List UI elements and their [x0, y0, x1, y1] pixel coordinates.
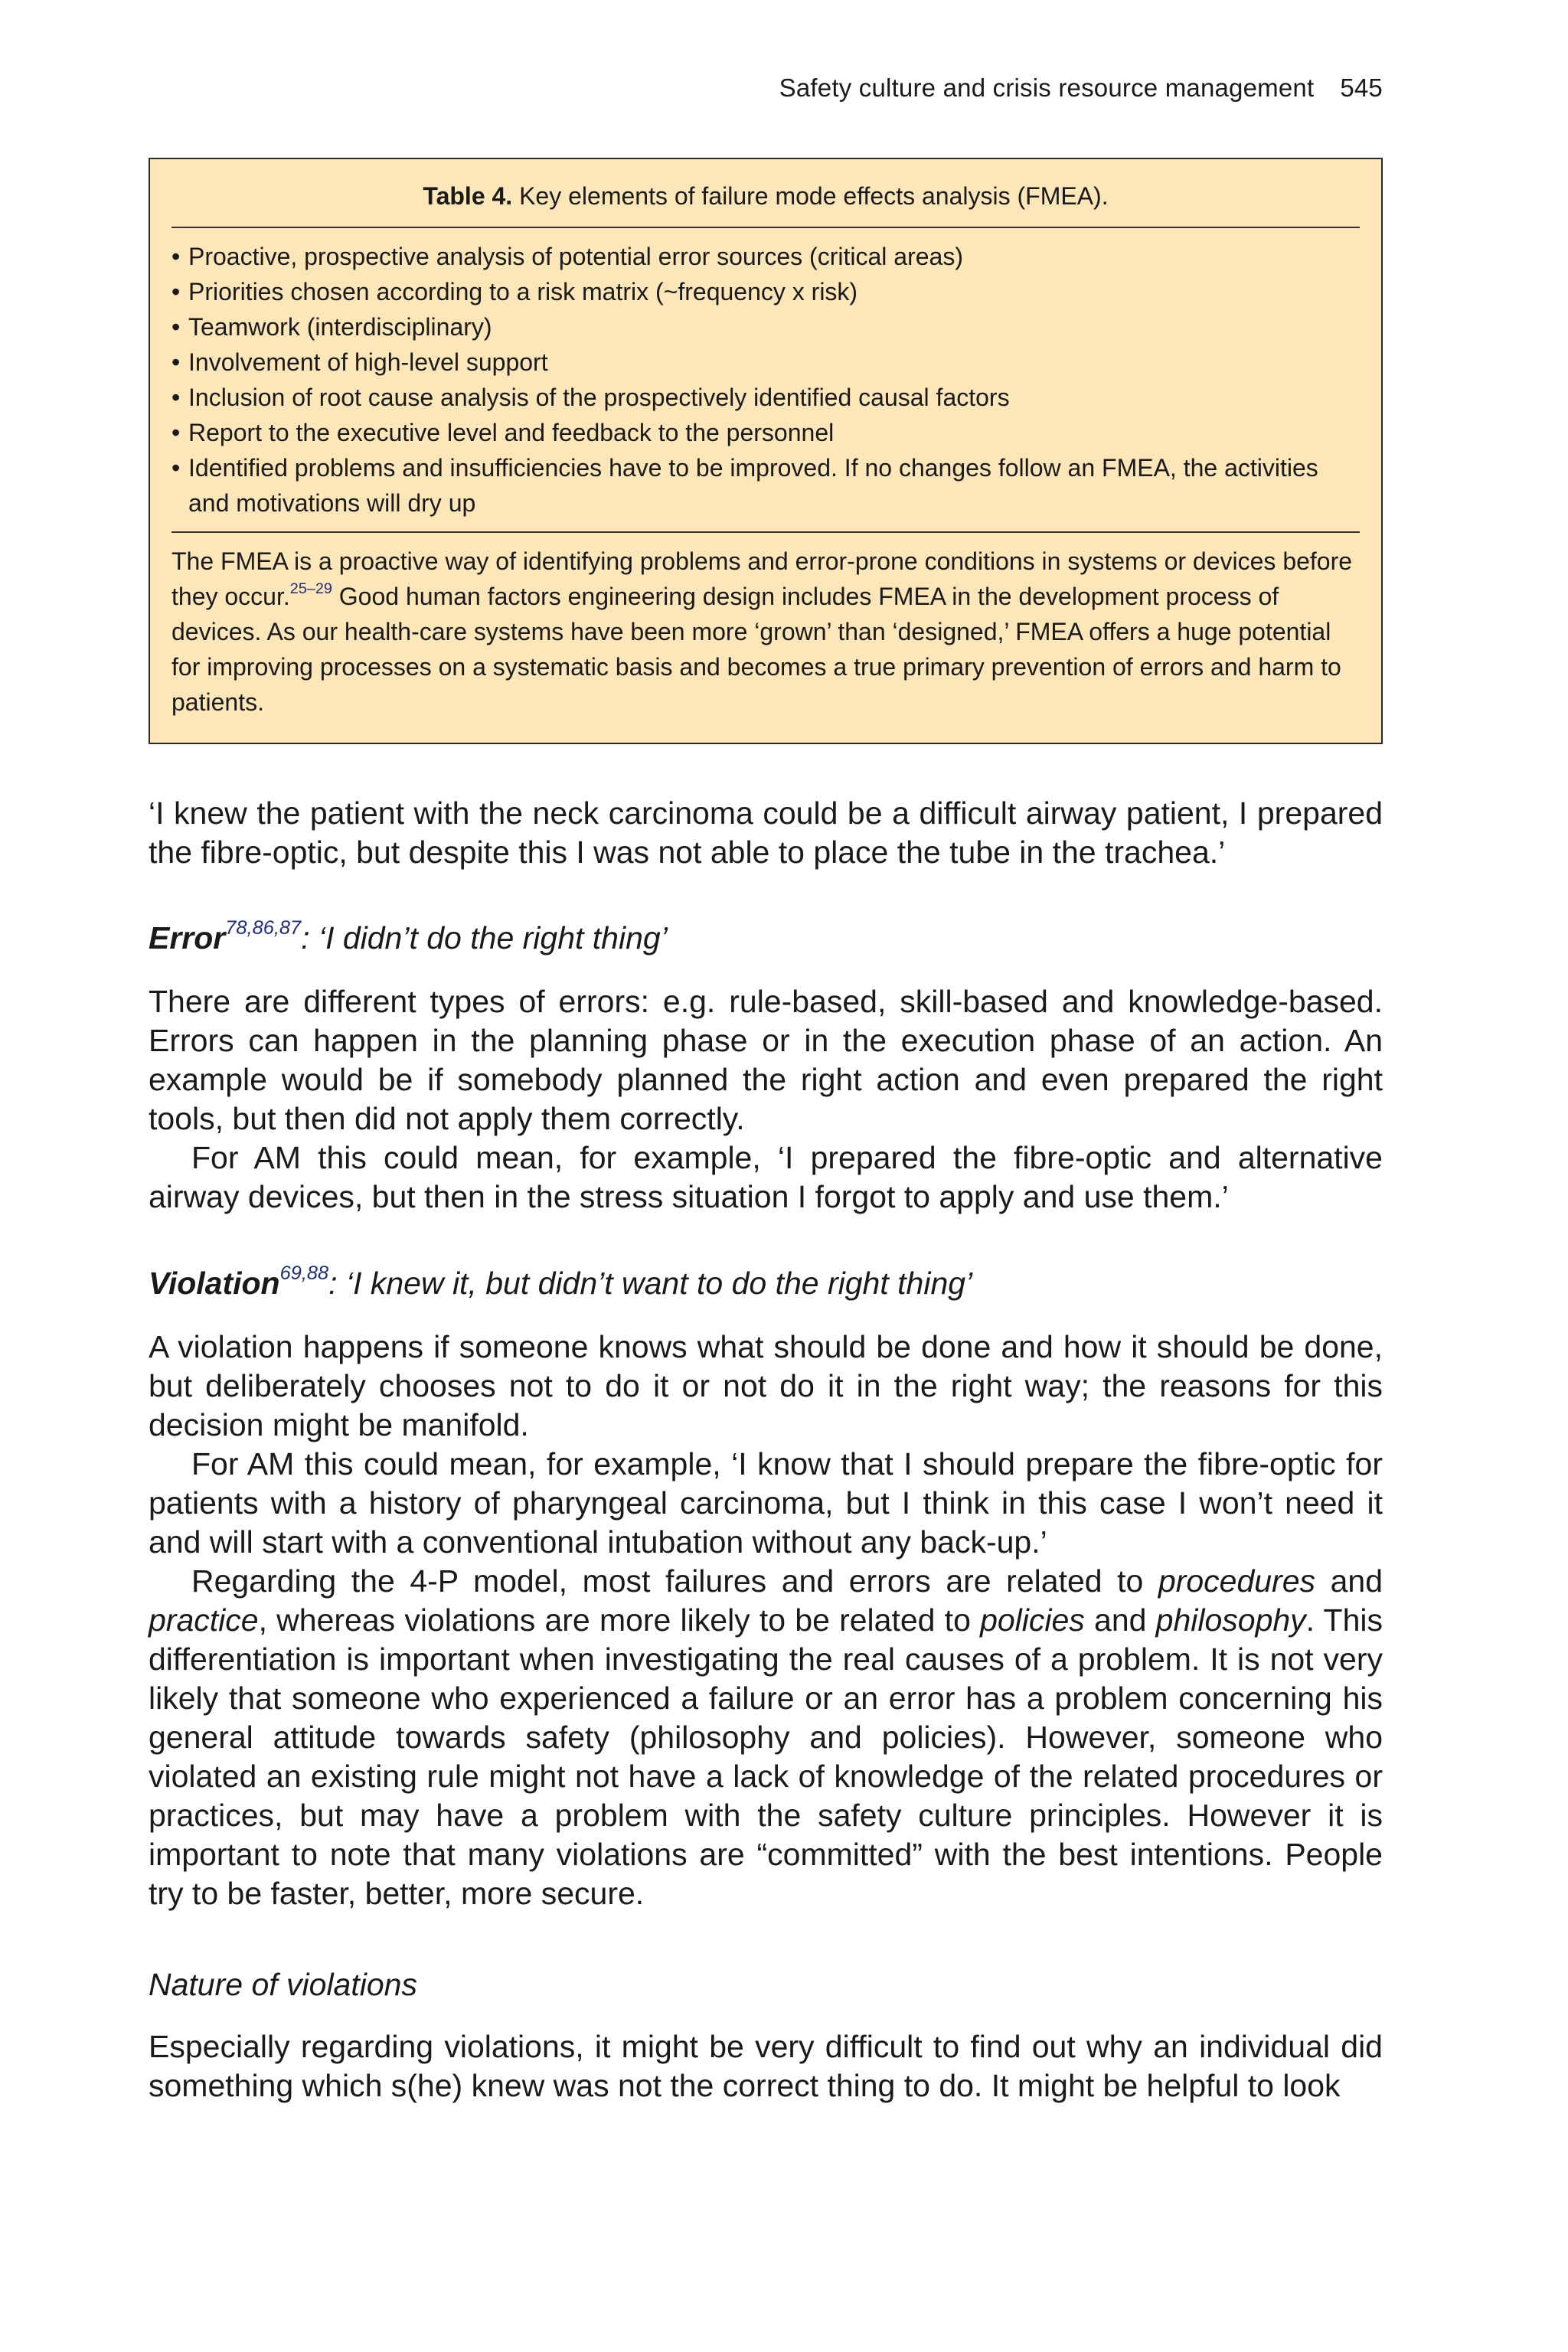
list-item: • Proactive, prospective analysis of potential error sources (critical areas) — [172, 239, 1360, 274]
error-paragraph-1: There are different types of errors: e.g. rule-based, skill-based and knowledge-based. Errors can happen in the planning phase or in the execution phase of an action. An example would be if somebody planned the right action and even prepared the right tools, but then did not apply them correctly. — [149, 984, 1383, 1136]
nature-body — [149, 2027, 1383, 2105]
error-body — [149, 982, 1383, 1217]
violation-subtitle: : ‘I knew it, but didn’t want to do the right thing’ — [328, 1266, 973, 1301]
citation-ref[interactable]: 25–29 — [289, 580, 332, 598]
table-label: Table 4. — [423, 182, 513, 210]
table-bullet-list — [172, 239, 1360, 521]
violation-body — [149, 1328, 1383, 1913]
nature-heading: Nature of violations — [149, 1967, 417, 2002]
violation-paragraph-3: Regarding the 4-P model, most failures and errors are related to procedures and practice, whereas violations are more likely to be related to policies and philosophy. This differentiation is important when investigating the real causes of a problem. It is not very likely that someone who experienced a failure or an error has a problem concerning his general attitude towards safety (philosophy and policies). However, someone who violated an existing rule might not have a lack of knowledge of the related procedures or practices, but may have a problem with the safety culture principles. However it is important to note that many violations are “committed” with the best intentions. People try to be faster, better, more secure. — [149, 1563, 1383, 1911]
quote-paragraph: ‘I knew the patient with the neck carcinoma could be a difficult airway patient, I prepared the fibre-optic, but despite this I was not able to place the tube in the trachea.’ — [149, 795, 1383, 870]
error-term: Error — [149, 920, 226, 956]
table-middle-rule — [172, 531, 1360, 533]
violation-paragraph-2: For AM this could mean, for example, ‘I know that I should prepare the fibre-optic for patients with a history of pharyngeal carcinoma, but I think in this case I won’t need it and will start with a conventional intubation without any back-up.’ — [149, 1446, 1383, 1560]
error-paragraph-2: For AM this could mean, for example, ‘I prepared the fibre-optic and alternative airway devices, but then in the stress situation I forgot to apply and use them.’ — [149, 1140, 1383, 1214]
error-subtitle: : ‘I didn’t do the right thing’ — [301, 920, 668, 956]
list-item: • Priorities chosen according to a risk matrix (~frequency x risk) — [172, 274, 1360, 309]
quote-paragraph-block — [149, 794, 1383, 872]
table-caption — [172, 181, 1360, 227]
bullet-icon: • — [172, 419, 181, 446]
bullet-icon: • — [172, 313, 181, 341]
list-item: • Involvement of high-level support — [172, 345, 1360, 380]
bullet-icon: • — [172, 454, 181, 482]
violation-term: Violation — [149, 1266, 280, 1301]
citation-ref[interactable]: 69,88 — [279, 1262, 329, 1284]
bullet-icon: • — [172, 348, 181, 376]
running-head-title: Safety culture and crisis resource management — [779, 74, 1315, 102]
table-caption-text: Key elements of failure mode effects analysis (FMEA). — [519, 182, 1109, 210]
list-item: • Identified problems and insufficiencies have to be improved. If no changes follow an FMEA, the activities and motivations will dry up — [172, 450, 1360, 521]
list-item: • Teamwork (interdisciplinary) — [172, 309, 1360, 345]
list-item: • Inclusion of root cause analysis of the prospectively identified causal factors — [172, 380, 1360, 415]
error-heading — [149, 916, 668, 958]
fmea-table-box — [149, 158, 1383, 744]
list-item: • Report to the executive level and feedback to the personnel — [172, 415, 1360, 450]
bullet-icon: • — [172, 243, 181, 270]
violation-heading — [149, 1264, 972, 1303]
table-paragraph: The FMEA is a proactive way of identifying problems and error-prone conditions in systems or devices before they occur.$^{25-29}$ Good human factors engineering design includes FMEA in the development process of devices. As our health-care systems have been more ‘grown’ than ‘designed,’ FMEA offers a huge potential for improving processes on a systematic basis and becomes a true primary prevention of errors and harm to patients. — [172, 547, 1353, 716]
nature-paragraph-1: Especially regarding violations, it might be very difficult to find out why an individual did something which s(he) knew was not the correct thing to do. It might be helpful to look — [149, 2029, 1383, 2103]
page-number: 545 — [1340, 74, 1383, 102]
citation-ref[interactable]: 78,86,87 — [225, 916, 302, 939]
violation-paragraph-1: A violation happens if someone knows what should be done and how it should be done, but deliberately chooses not to do it or not do it in the right way; the reasons for this decision might be manifold. — [149, 1329, 1383, 1442]
bullet-icon: • — [172, 278, 181, 305]
running-head — [779, 74, 1383, 103]
table-top-rule — [172, 227, 1360, 228]
bullet-icon: • — [172, 384, 181, 411]
